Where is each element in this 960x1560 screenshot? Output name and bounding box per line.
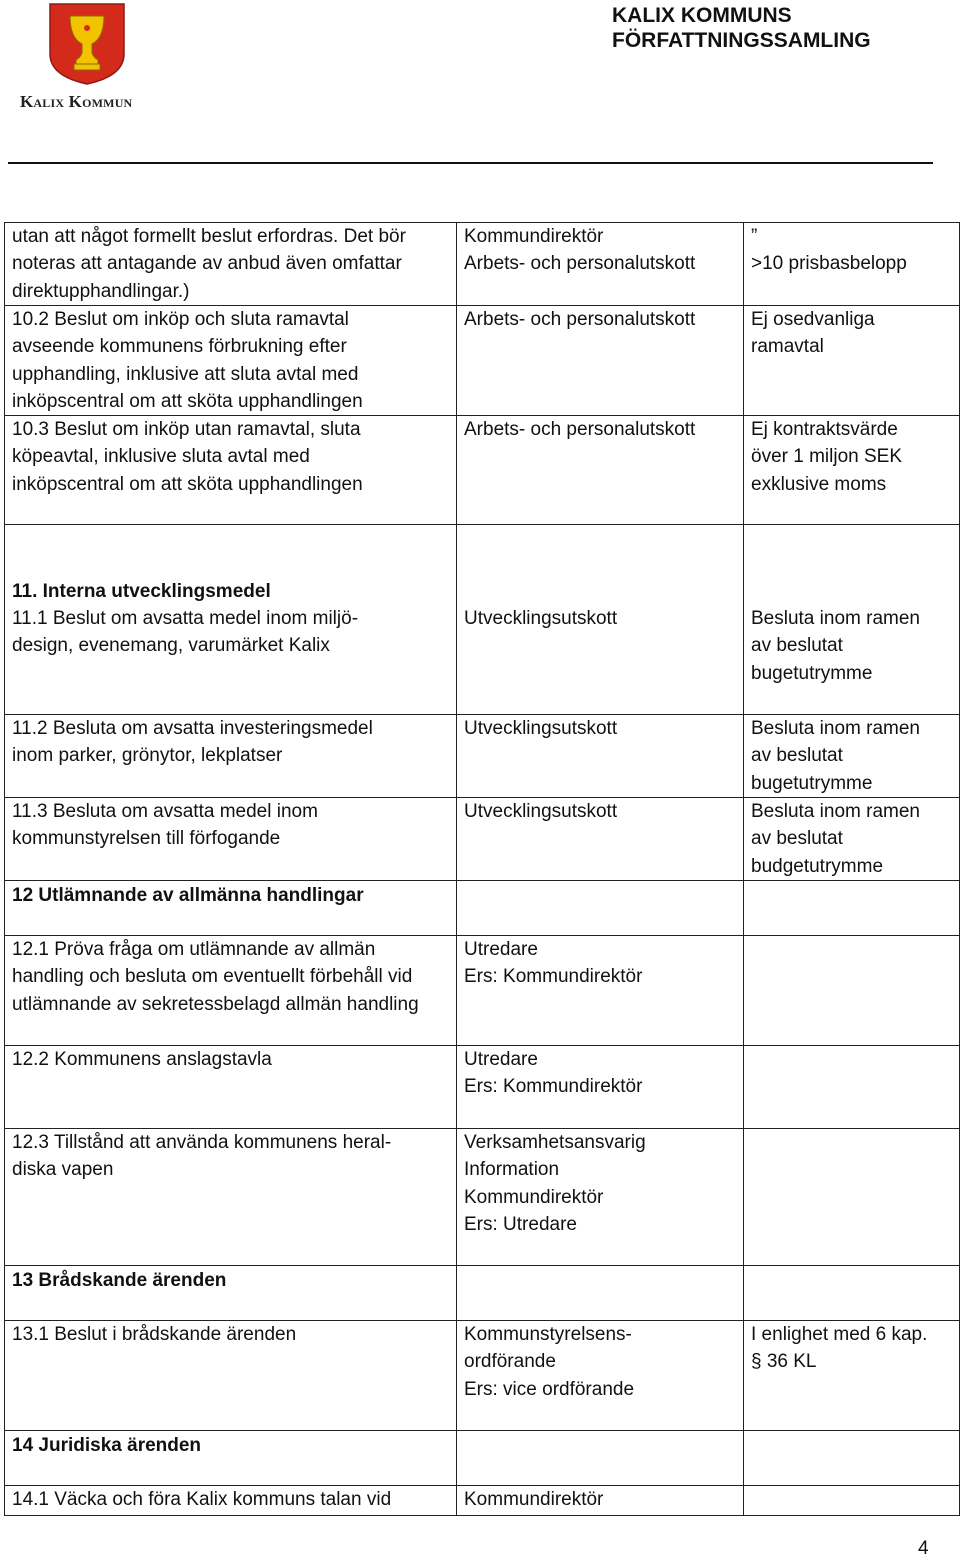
delegate-cell bbox=[457, 416, 744, 525]
delegate-cell-line: Kommunstyrelsens- bbox=[464, 1324, 632, 1346]
notes-cell-line: Besluta inom ramen bbox=[751, 718, 920, 740]
delegate-cell bbox=[457, 1321, 744, 1431]
delegate-cell-line: Ers: vice ordförande bbox=[464, 1378, 635, 1400]
delegate-cell-line: Verksamhetsansvarig bbox=[464, 1132, 646, 1154]
section-heading: 14 Juridiska ärenden bbox=[12, 1435, 202, 1457]
description-cell-line: köpeavtal, inklusive sluta avtal med bbox=[12, 446, 310, 468]
delegate-cell-line: Arbets- och personalutskott bbox=[464, 309, 696, 330]
description-cell bbox=[5, 223, 457, 306]
description-cell-line: 13.1 Beslut i brådskande ärenden bbox=[12, 1324, 297, 1346]
description-cell bbox=[5, 1046, 457, 1129]
section-heading-cell bbox=[5, 1266, 457, 1321]
delegate-cell-line: Information bbox=[464, 1159, 560, 1181]
notes-cell-line: ” bbox=[751, 226, 758, 247]
notes-cell-line: budgetutrymme bbox=[751, 855, 884, 877]
delegate-cell bbox=[457, 223, 744, 306]
description-cell bbox=[5, 715, 457, 798]
description-cell-line: design, evenemang, varumärket Kalix bbox=[12, 635, 330, 657]
notes-cell bbox=[744, 416, 960, 525]
section-heading-cell bbox=[5, 1431, 457, 1486]
notes-cell bbox=[744, 798, 960, 881]
empty-cell bbox=[744, 1431, 960, 1486]
delegate-cell-line: Utredare bbox=[464, 939, 538, 961]
delegate-cell bbox=[457, 306, 744, 416]
delegate-cell-line: Kommundirektör bbox=[464, 226, 604, 247]
notes-cell bbox=[744, 1321, 960, 1431]
page-header-title bbox=[612, 3, 871, 53]
description-cell bbox=[5, 936, 457, 1046]
delegate-cell-line: Ers: Utredare bbox=[464, 1214, 577, 1236]
notes-cell-line: I enlighet med 6 kap. bbox=[751, 1324, 928, 1346]
description-cell bbox=[5, 306, 457, 416]
delegate-cell-line: Kommundirektör bbox=[464, 1489, 604, 1511]
delegate-cell-line: Arbets- och personalutskott bbox=[464, 253, 696, 275]
table-row bbox=[5, 578, 960, 715]
description-cell-line: 10.2 Beslut om inköp och sluta ramavtal bbox=[12, 309, 349, 330]
description-cell-line: 11.3 Besluta om avsatta medel inom bbox=[12, 801, 318, 823]
page-number: 4 bbox=[918, 1538, 929, 1559]
notes-cell-line: >10 prisbasbelopp bbox=[751, 253, 907, 275]
empty-cell bbox=[457, 881, 744, 936]
delegate-cell-line: Ers: Kommundirektör bbox=[464, 966, 643, 988]
table-row bbox=[5, 936, 960, 1046]
delegate-cell-line: Utvecklingsutskott bbox=[464, 607, 618, 629]
delegate-cell bbox=[457, 1486, 744, 1516]
description-cell-line: utan att något formellt beslut erfordras. Det bör bbox=[12, 226, 406, 247]
description-cell-line: 10.3 Beslut om inköp utan ramavtal, sluta bbox=[12, 419, 361, 441]
table-row bbox=[5, 306, 960, 416]
description-cell bbox=[5, 1321, 457, 1431]
description-cell-line: handling och besluta om eventuellt förbehåll vid bbox=[12, 966, 413, 988]
empty-cell bbox=[5, 525, 457, 578]
notes-cell-line: bugetutrymme bbox=[751, 772, 873, 794]
table-row bbox=[5, 1486, 960, 1516]
delegation-table bbox=[4, 222, 960, 1516]
table-row bbox=[5, 1129, 960, 1266]
delegate-cell-line: Utvecklingsutskott bbox=[464, 801, 618, 823]
notes-cell-line: av beslutat bbox=[751, 745, 843, 767]
empty-cell bbox=[744, 525, 960, 578]
description-cell-line: 14.1 Väcka och föra Kalix kommuns talan vid bbox=[12, 1489, 392, 1511]
delegate-cell bbox=[457, 936, 744, 1046]
delegate-cell-line: Utvecklingsutskott bbox=[464, 718, 618, 740]
description-cell-line: 12.2 Kommunens anslagstavla bbox=[12, 1049, 272, 1071]
table-row bbox=[5, 1431, 960, 1486]
empty-cell bbox=[744, 1266, 960, 1321]
table-row bbox=[5, 798, 960, 881]
notes-cell-line: Ej kontraktsvärde bbox=[751, 419, 898, 441]
description-cell bbox=[5, 416, 457, 525]
delegate-cell bbox=[457, 715, 744, 798]
notes-cell-line: Besluta inom ramen bbox=[751, 607, 920, 629]
notes-cell-line: över 1 miljon SEK bbox=[751, 446, 903, 468]
delegate-cell-line: ordförande bbox=[464, 1351, 556, 1373]
notes-cell-line: Ej osedvanliga bbox=[751, 309, 875, 330]
table-row bbox=[5, 1266, 960, 1321]
notes-cell-line: bugetutrymme bbox=[751, 662, 873, 684]
description-cell-line: direktupphandlingar.) bbox=[12, 280, 190, 302]
notes-cell-line: av beslutat bbox=[751, 635, 843, 657]
description-cell bbox=[5, 578, 457, 715]
notes-cell-line: Besluta inom ramen bbox=[751, 801, 920, 823]
empty-cell bbox=[457, 1266, 744, 1321]
notes-cell bbox=[744, 578, 960, 715]
kalix-kommun-logo bbox=[8, 2, 158, 112]
delegate-cell bbox=[457, 1129, 744, 1266]
notes-cell bbox=[744, 306, 960, 416]
section-heading: 13 Brådskande ärenden bbox=[12, 1270, 227, 1292]
delegate-cell-line: Arbets- och personalutskott bbox=[464, 419, 696, 441]
notes-cell-line: ramavtal bbox=[751, 336, 824, 358]
description-cell-line: upphandling, inklusive att sluta avtal med bbox=[12, 363, 359, 385]
table-row bbox=[5, 416, 960, 525]
description-cell bbox=[5, 1129, 457, 1266]
delegate-cell-line: Ers: Kommundirektör bbox=[464, 1076, 643, 1098]
delegate-cell-line: Utredare bbox=[464, 1049, 538, 1071]
table-row bbox=[5, 1321, 960, 1431]
table-row bbox=[5, 223, 960, 306]
table-row bbox=[5, 1046, 960, 1129]
delegate-cell-line: Kommundirektör bbox=[464, 1186, 604, 1208]
description-cell-line: diska vapen bbox=[12, 1159, 114, 1181]
delegate-cell bbox=[457, 578, 744, 715]
notes-cell bbox=[744, 715, 960, 798]
table-row bbox=[5, 881, 960, 936]
description-cell bbox=[5, 1486, 457, 1516]
description-cell-line: 12.1 Pröva fråga om utlämnande av allmän bbox=[12, 939, 376, 961]
notes-cell bbox=[744, 223, 960, 306]
coat-of-arms-icon bbox=[48, 2, 126, 86]
section-heading: 11. Interna utvecklingsmedel bbox=[12, 580, 271, 602]
section-heading: 12 Utlämnande av allmänna handlingar bbox=[12, 885, 364, 907]
description-cell bbox=[5, 798, 457, 881]
header-title-line-1: KALIX KOMMUNS bbox=[612, 4, 792, 27]
section-heading-cell bbox=[5, 881, 457, 936]
description-cell-line: utlämnande av sekretessbelagd allmän handling bbox=[12, 993, 419, 1015]
notes-cell bbox=[744, 1129, 960, 1266]
empty-cell bbox=[744, 881, 960, 936]
description-cell-line: 12.3 Tillstånd att använda kommunens heral- bbox=[12, 1132, 392, 1154]
table-row bbox=[5, 525, 960, 578]
notes-cell-line: § 36 KL bbox=[751, 1351, 817, 1373]
header-title-line-2: FÖRFATTNINGSSAMLING bbox=[612, 29, 871, 52]
description-cell-line: inom parker, grönytor, lekplatser bbox=[12, 745, 283, 767]
notes-cell-line: av beslutat bbox=[751, 828, 843, 850]
delegate-cell bbox=[457, 798, 744, 881]
notes-cell bbox=[744, 1046, 960, 1129]
delegate-cell bbox=[457, 1046, 744, 1129]
header-divider bbox=[8, 162, 933, 164]
description-cell-line: 11.1 Beslut om avsatta medel inom miljö- bbox=[12, 607, 359, 629]
notes-cell bbox=[744, 936, 960, 1046]
empty-cell bbox=[457, 525, 744, 578]
description-cell-line: kommunstyrelsen till förfogande bbox=[12, 828, 281, 850]
notes-cell-line: exklusive moms bbox=[751, 473, 887, 495]
description-cell-line: noteras att antagande av anbud även omfattar bbox=[12, 253, 402, 275]
description-cell-line: avseende kommunens förbrukning efter bbox=[12, 336, 347, 358]
table-row bbox=[5, 715, 960, 798]
empty-cell bbox=[457, 1431, 744, 1486]
description-cell-line: inköpscentral om att sköta upphandlingen bbox=[12, 390, 363, 412]
description-cell-line: inköpscentral om att sköta upphandlingen bbox=[12, 473, 363, 495]
org-name: Kalix Kommun bbox=[20, 92, 133, 111]
notes-cell bbox=[744, 1486, 960, 1516]
description-cell-line: 11.2 Besluta om avsatta investeringsmedel bbox=[12, 718, 373, 740]
